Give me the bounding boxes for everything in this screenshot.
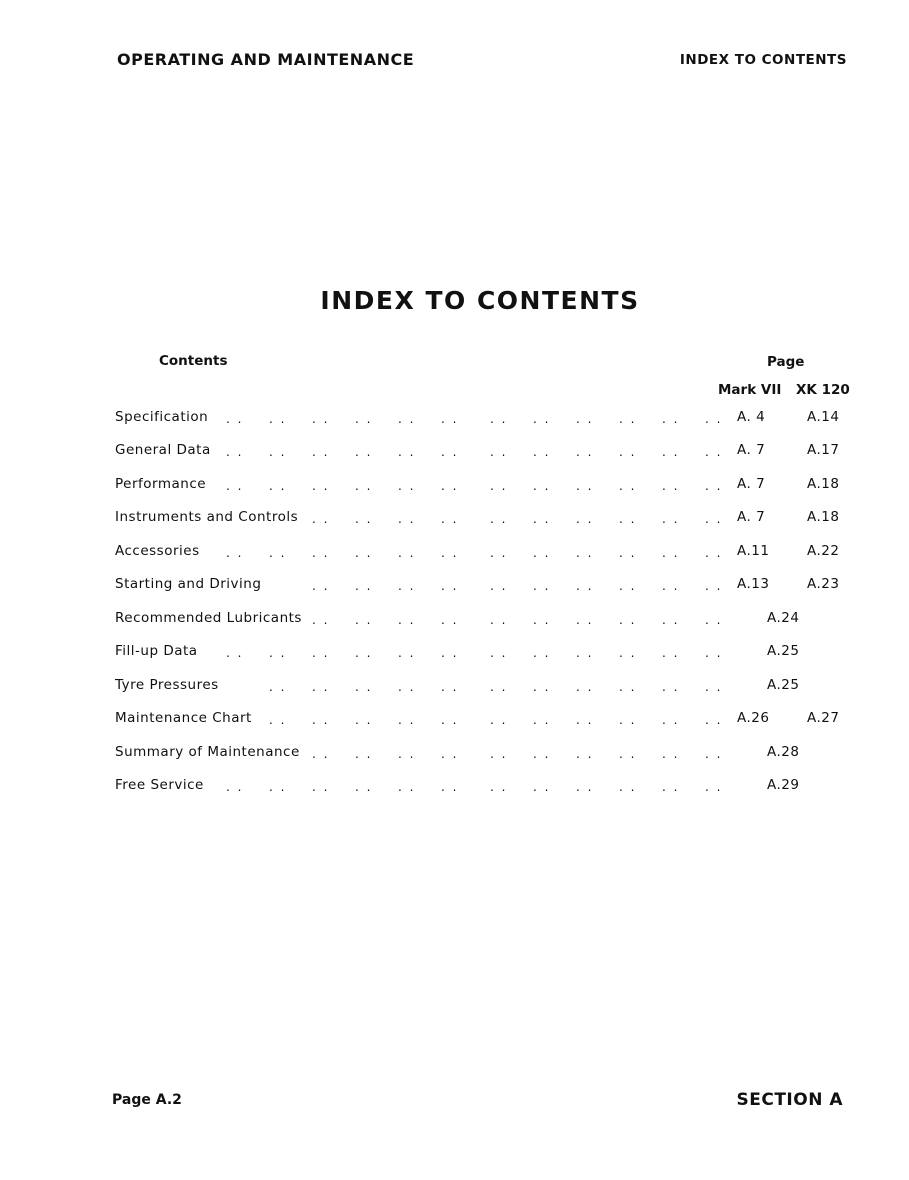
contents-entry <box>0 576 909 600</box>
entry-label: Recommended Lubricants <box>115 609 302 626</box>
entry-label: Maintenance Chart <box>115 710 252 727</box>
entry-mark-vii-page: A.26 <box>737 710 770 727</box>
contents-entry <box>0 677 909 701</box>
leader-dots: . . . . . . . . . . . . . . . . . . . . . . . . <box>226 545 723 560</box>
xk-120-column-heading: XK 120 <box>796 382 850 398</box>
leader-dots: . . . . . . . . . . . . . . . . . . . . <box>312 512 723 527</box>
contents-entry <box>0 442 909 466</box>
running-header-left: OPERATING AND MAINTENANCE <box>117 50 415 69</box>
mark-vii-column-heading: Mark VII <box>718 382 782 398</box>
entry-xk-120-page: A.22 <box>807 542 840 559</box>
leader-dots: . . . . . . . . . . . . . . . . . . . . . . <box>269 713 723 728</box>
entry-xk-120-page: A.14 <box>807 409 840 425</box>
running-header-right: INDEX TO CONTENTS <box>679 52 847 68</box>
entry-mark-vii-page: A.11 <box>737 542 770 559</box>
leader-dots: . . . . . . . . . . . . . . . . . . . . . . . . <box>226 478 723 493</box>
entry-label: Free Service <box>115 776 204 793</box>
page-column-heading: Page <box>767 354 805 370</box>
leader-dots: . . . . . . . . . . . . . . . . . . . . . . . . <box>226 646 723 661</box>
entry-label: General Data <box>115 442 211 459</box>
entry-mark-vii-page: A. 7 <box>737 509 766 526</box>
contents-entry <box>0 710 909 734</box>
section-label: SECTION A <box>736 1090 843 1110</box>
entry-label: Performance <box>115 475 207 492</box>
entry-page-ref: A.29 <box>767 776 800 793</box>
entry-page-ref: A.24 <box>767 609 800 626</box>
contents-entry <box>0 643 909 667</box>
leader-dots: . . . . . . . . . . . . . . . . . . . . . . . . <box>226 445 723 460</box>
page-number: Page A.2 <box>112 1092 182 1108</box>
leader-dots: . . . . . . . . . . . . . . . . . . . . <box>312 579 723 594</box>
leader-dots: . . . . . . . . . . . . . . . . . . . . <box>312 746 723 761</box>
leader-dots: . . . . . . . . . . . . . . . . . . . . . . . . <box>226 779 723 794</box>
entry-xk-120-page: A.27 <box>807 710 840 727</box>
contents-entry <box>0 409 909 433</box>
contents-entry <box>0 476 909 500</box>
entry-mark-vii-page: A. 7 <box>737 475 766 492</box>
contents-entry <box>0 777 909 801</box>
entry-xk-120-page: A.17 <box>807 442 840 459</box>
entry-label: Accessories <box>115 542 200 559</box>
entry-xk-120-page: A.23 <box>807 576 840 593</box>
entry-label: Summary of Maintenance <box>115 743 300 760</box>
contents-entry <box>0 509 909 533</box>
entry-mark-vii-page: A. 7 <box>737 442 766 459</box>
entry-xk-120-page: A.18 <box>807 509 840 526</box>
leader-dots: . . . . . . . . . . . . . . . . . . . . . . <box>269 679 723 694</box>
leader-dots: . . . . . . . . . . . . . . . . . . . . . . . . <box>226 412 723 426</box>
entry-label: Instruments and Controls <box>115 509 299 526</box>
entry-mark-vii-page: A. 4 <box>737 409 766 425</box>
entry-xk-120-page: A.18 <box>807 475 840 492</box>
leader-dots: . . . . . . . . . . . . . . . . . . . . <box>312 612 723 627</box>
entry-label: Tyre Pressures <box>115 676 219 693</box>
contents-entry <box>0 610 909 634</box>
contents-column-heading: Contents <box>159 353 228 369</box>
page-title: INDEX TO CONTENTS <box>320 286 640 315</box>
entry-page-ref: A.28 <box>767 743 800 760</box>
entry-page-ref: A.25 <box>767 643 800 660</box>
entry-mark-vii-page: A.13 <box>737 576 770 593</box>
entry-label: Fill-up Data <box>115 643 198 660</box>
contents-entry <box>0 744 909 768</box>
entry-page-ref: A.25 <box>767 676 800 693</box>
entry-label: Starting and Driving <box>115 576 262 593</box>
entry-label: Specification <box>115 409 209 425</box>
contents-entry <box>0 543 909 567</box>
